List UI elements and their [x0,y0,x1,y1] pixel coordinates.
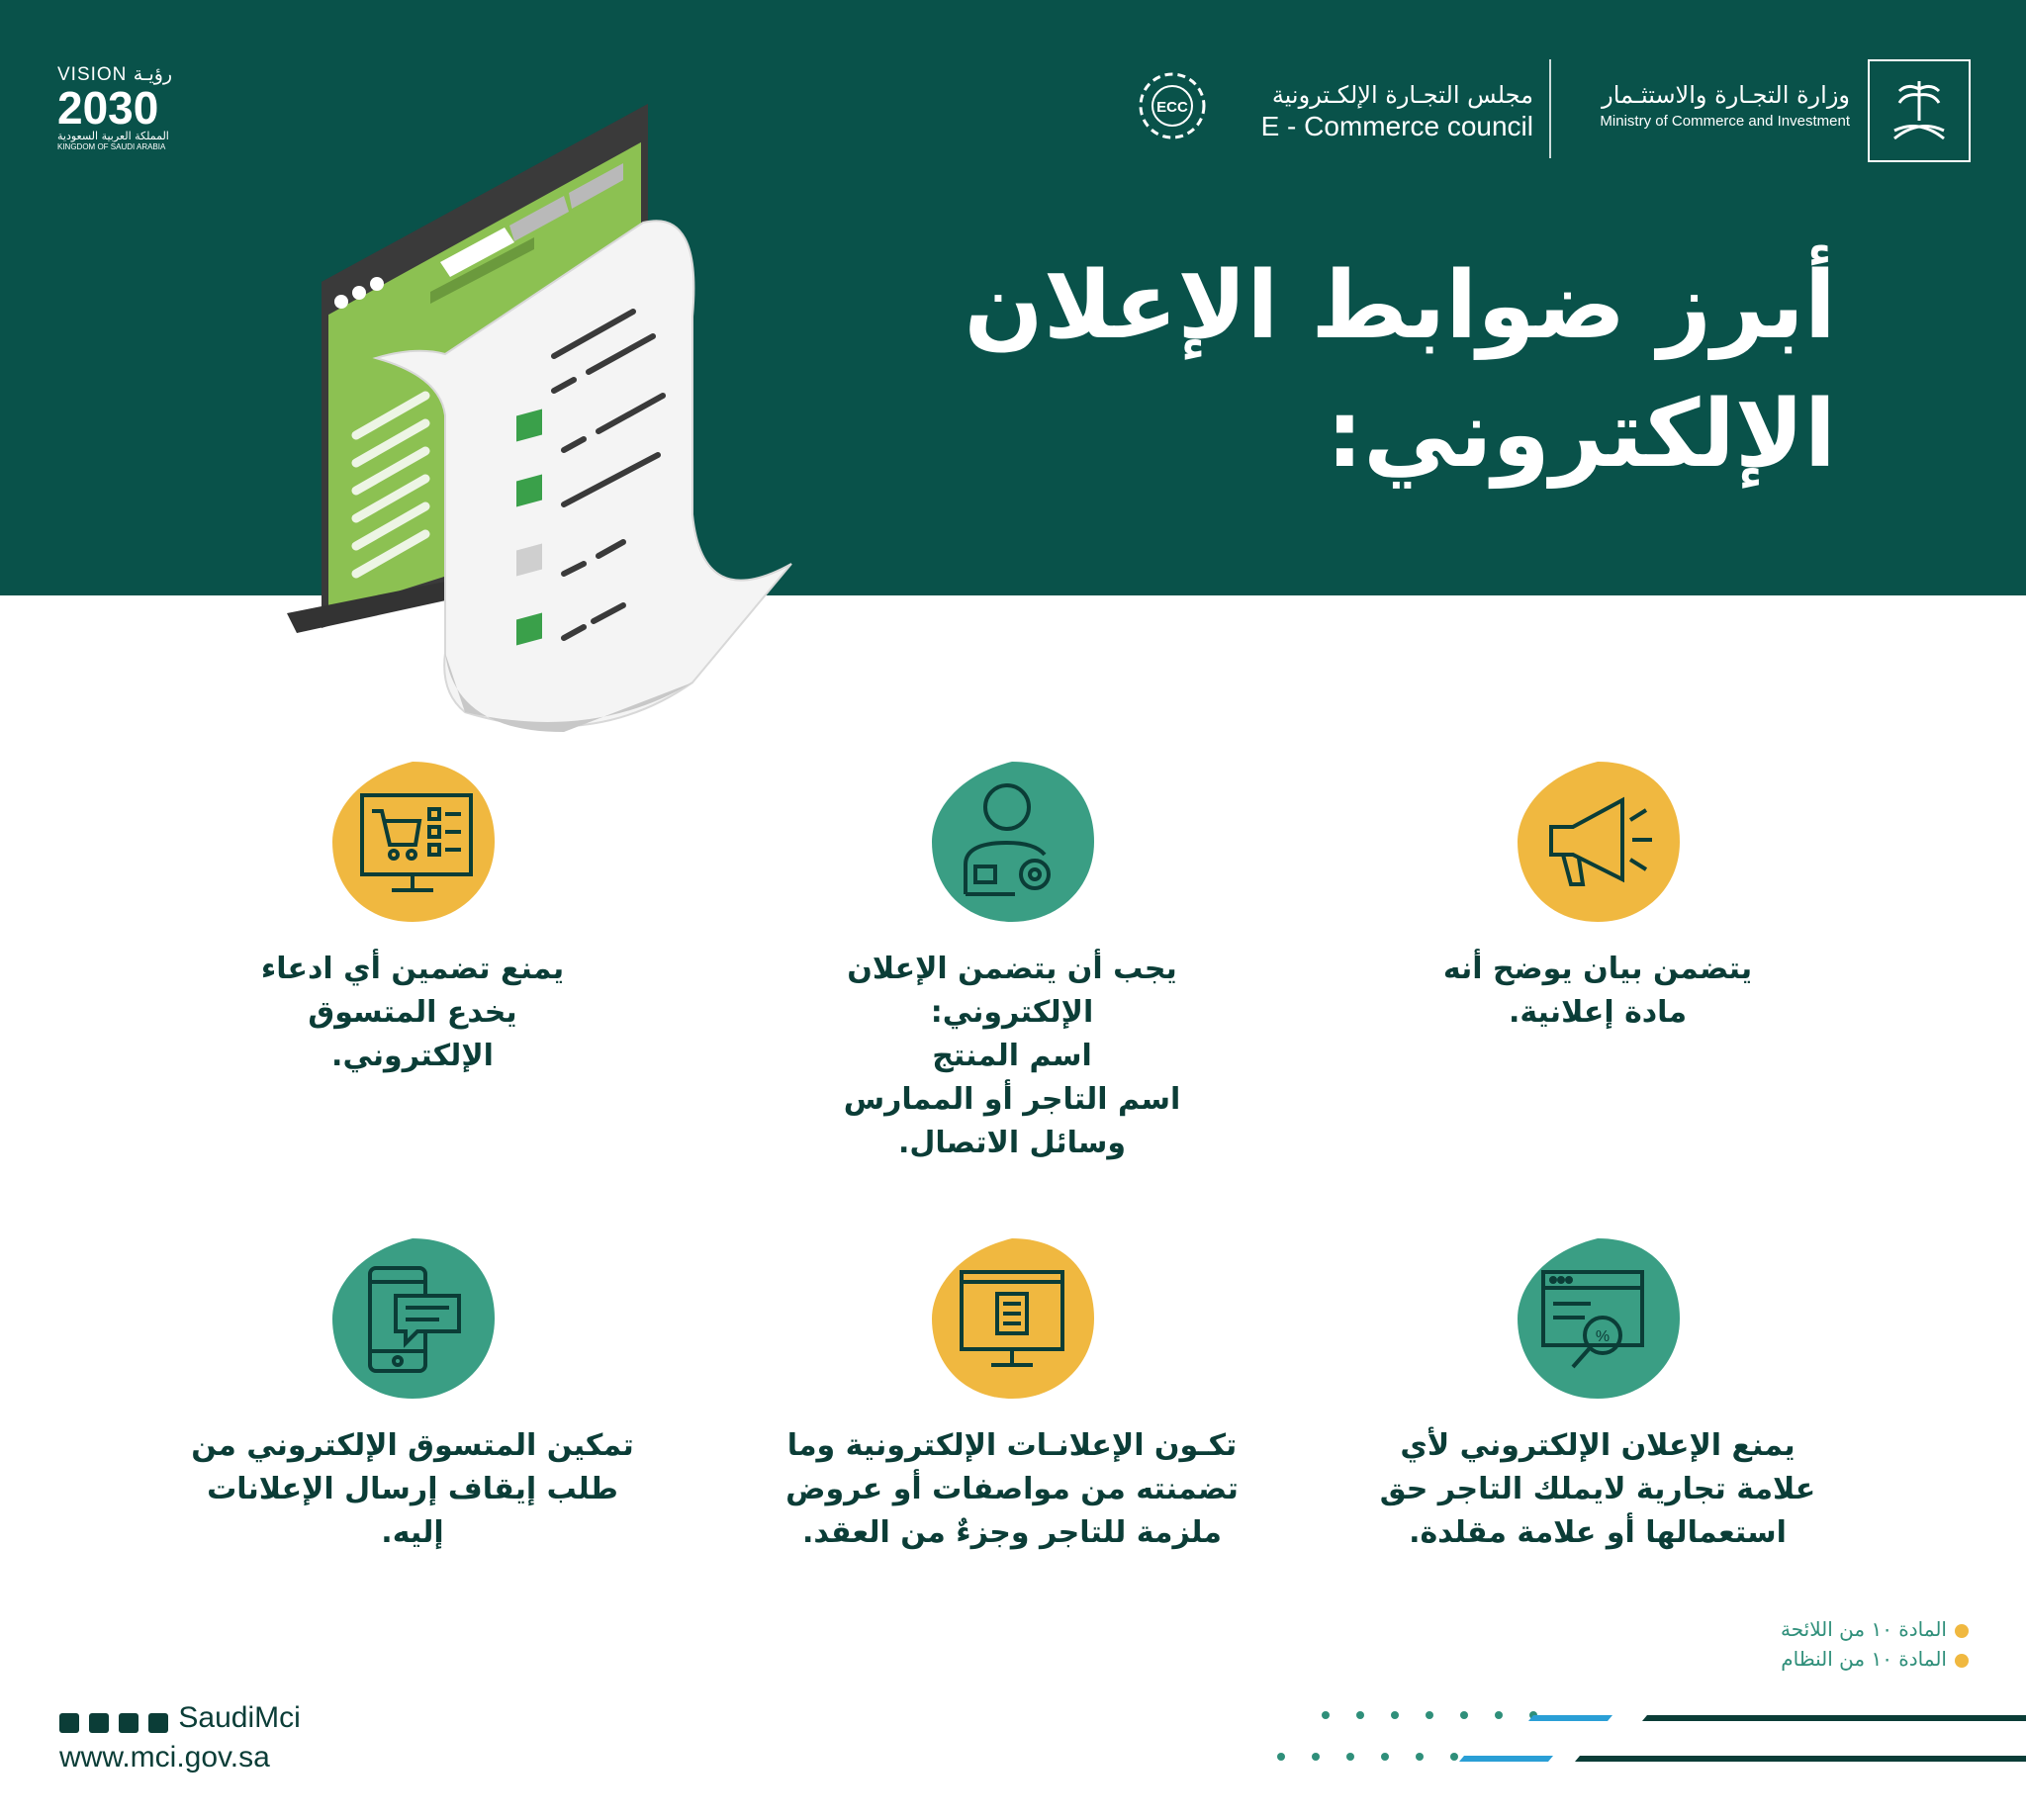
ministry-name-ar: وزارة التجـارة والاستثـمار [1602,81,1850,109]
person-gear-icon [926,756,1098,928]
vision-year: 2030 [57,82,159,134]
council-logo-icon [1130,63,1215,148]
page-title [946,242,1836,500]
title-line-2: الإلكتروني: [1326,381,1836,489]
item-text-5: تكـون الإعلانـات الإلكترونية وما تضمنته من مواصفات أو عروض ملزمة للتاجر وجزءٌ من العقد. [785,1428,1239,1550]
instagram-icon[interactable] [119,1713,138,1733]
monitor-document-icon [926,1232,1098,1405]
social-footer [59,1701,301,1774]
council-logo-text: ECC [1156,99,1188,116]
reference-item: المادة ١٠ من النظام [1781,1644,1969,1674]
item-text-3: يمنع تضمين أي ادعاء يخدع المتسوق الإلكتروني. [260,952,565,1073]
ministry-emblem-icon [1868,59,1971,162]
phone-message-icon [326,1232,499,1405]
cart-monitor-icon [326,756,499,928]
ministry-name [1563,81,1850,130]
decorative-lines [1266,1701,2026,1800]
item-text-6: تمكين المتسوق الإلكتروني من طلب إيقاف إرسال الإعلانات إليه. [191,1428,634,1550]
logo-divider [1549,59,1551,158]
megaphone-icon [1512,756,1684,928]
vision-country-en: KINGDOM OF SAUDI ARABIA [57,142,166,151]
reference-item: المادة ١٠ من اللائحة [1781,1614,1969,1644]
bullet-dot-icon [1955,1654,1969,1668]
social-handle[interactable]: SaudiMci [178,1701,301,1734]
youtube-icon[interactable] [148,1713,168,1733]
council-name [1227,81,1533,142]
twitter-icon[interactable] [59,1713,79,1733]
facebook-icon[interactable] [89,1713,109,1733]
bullet-dot-icon [1955,1624,1969,1638]
item-text-2: يجب أن يتضمن الإعلان الإلكتروني: اسم المنتج اسم التاجر أو الممارس وسائل الاتصال. [843,952,1181,1160]
vision-country-ar: المملكة العربية السعودية [57,130,169,142]
ministry-name-en: Ministry of Commerce and Investment [1600,113,1850,130]
item-text-1: يتضمن بيان يوضح أنه مادة إعلانية. [1442,952,1753,1030]
council-name-ar: مجلس التجـارة الإلكـترونية [1271,81,1533,109]
website-url[interactable]: www.mci.gov.sa [59,1741,270,1774]
references [1781,1614,1969,1674]
vision-2030-logo [57,63,196,151]
browser-checklist-illustration [267,99,821,752]
vision-label: VISION رؤيـة [57,64,173,85]
council-name-en: E - Commerce council [1260,111,1533,141]
title-line-1: أبرز ضوابط الإعلان [964,252,1836,360]
browser-discount-icon [1512,1232,1684,1405]
item-text-4: يمنع الإعلان الإلكتروني لأي علامة تجارية لايملك التاجر حق استعمالها أو علامة مقلدة. [1379,1428,1816,1550]
svg-text:%: % [1595,1328,1611,1345]
